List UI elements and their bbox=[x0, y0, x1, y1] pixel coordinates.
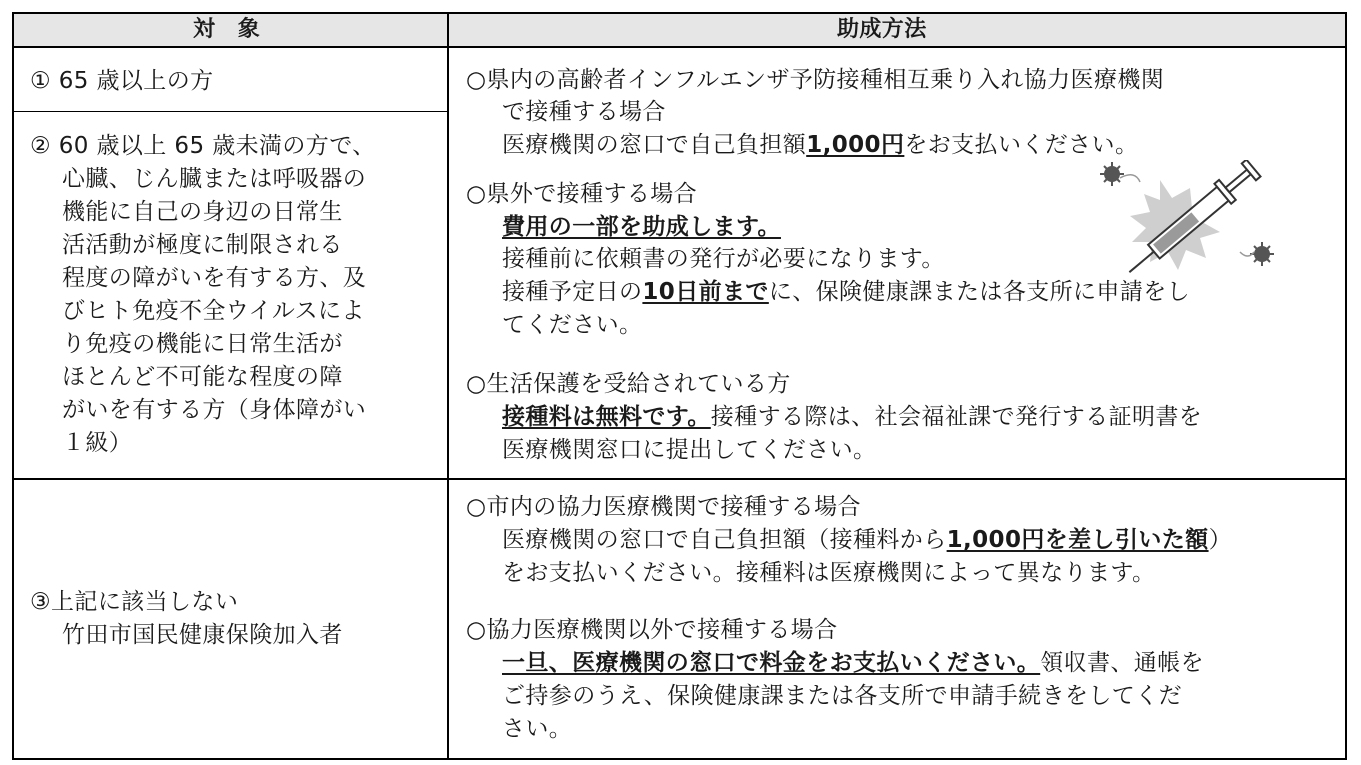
target-row2-line: ほとんど不可能な程度の障 bbox=[62, 364, 343, 390]
method-b5-line4: さい。 bbox=[502, 716, 573, 742]
target-row2-line: １級） bbox=[62, 430, 133, 456]
target-row2-line: 活活動が極度に制限される bbox=[62, 232, 343, 258]
method-b2-line5: てください。 bbox=[502, 312, 643, 338]
header-divider bbox=[12, 46, 1347, 48]
target-row1: ① 65 歳以上の方 bbox=[30, 68, 214, 94]
row-divider-full bbox=[12, 478, 1347, 480]
amount-1000: 1,000円 bbox=[806, 132, 905, 158]
virus-icon bbox=[1250, 242, 1274, 266]
method-b3-line2: 接種料は無料です。接種する際は、社会福祉課で発行する証明書を bbox=[502, 404, 1203, 430]
method-b1-line2: で接種する場合 bbox=[502, 99, 666, 125]
header-method: 助成方法 bbox=[837, 17, 927, 42]
method-b2-line3: 接種前に依頼書の発行が必要になります。 bbox=[502, 246, 945, 272]
syringe-icon bbox=[1090, 160, 1290, 280]
target-row2-line: 程度の障がいを有する方、及 bbox=[62, 265, 367, 291]
method-b1-line1: ○県内の高齢者インフルエンザ予防接種相互乗り入れ協力医療機関 bbox=[466, 67, 1165, 93]
method-b4-line1: ○市内の協力医療機関で接種する場合 bbox=[466, 494, 861, 520]
row-divider-left bbox=[12, 111, 448, 112]
target-row2-line: 心臓、じん臓または呼吸器の bbox=[62, 166, 367, 192]
method-b5-line3: ご持参のうえ、保険健康課または各支所で申請手続きをしてくだ bbox=[502, 683, 1182, 709]
header-target: 対 象 bbox=[193, 17, 261, 42]
method-b3-line1: ○生活保護を受給されている方 bbox=[466, 371, 791, 397]
method-b2-line4: 接種予定日の10日前までに、保険健康課または各支所に申請をし bbox=[502, 279, 1191, 305]
target-row3-line: 竹田市国民健康保険加入者 bbox=[62, 622, 343, 648]
target-row2-line: ② 60 歳以上 65 歳未満の方で、 bbox=[30, 133, 376, 159]
border-top bbox=[12, 12, 1347, 14]
swoosh-line bbox=[1240, 252, 1254, 256]
method-b5-line1: ○協力医療機関以外で接種する場合 bbox=[466, 617, 838, 643]
method-b4-line3: をお支払いください。接種料は医療機関によって異なります。 bbox=[502, 560, 1156, 586]
method-b4-line2: 医療機関の窓口で自己負担額（接種料から1,000円を差し引いた額） bbox=[502, 527, 1232, 553]
column-divider bbox=[447, 12, 449, 760]
target-row2-line: 機能に自己の身辺の日常生 bbox=[62, 199, 343, 225]
method-b2-line2: 費用の一部を助成します。 bbox=[502, 214, 781, 240]
target-row2-line: がいを有する方（身体障がい bbox=[62, 397, 367, 423]
border-right bbox=[1345, 12, 1347, 760]
method-b3-line3: 医療機関窓口に提出してください。 bbox=[502, 437, 877, 463]
border-left bbox=[12, 12, 14, 760]
swoosh-line bbox=[1120, 175, 1140, 182]
method-b5-line2: 一旦、医療機関の窓口で料金をお支払いください。領収書、通帳を bbox=[502, 650, 1205, 676]
target-row2-line: びヒト免疫不全ウイルスによ bbox=[62, 298, 365, 324]
virus-icon bbox=[1100, 162, 1124, 186]
target-row2-line: り免疫の機能に日常生活が bbox=[62, 331, 343, 357]
method-b1-line3: 医療機関の窓口で自己負担額1,000円をお支払いください。 bbox=[502, 132, 1139, 158]
method-b2-line1: ○県外で接種する場合 bbox=[466, 181, 698, 207]
deadline-10days: 10日前まで bbox=[642, 279, 769, 305]
border-bottom bbox=[12, 758, 1347, 760]
target-row3-line: ③上記に該当しない bbox=[30, 589, 239, 615]
